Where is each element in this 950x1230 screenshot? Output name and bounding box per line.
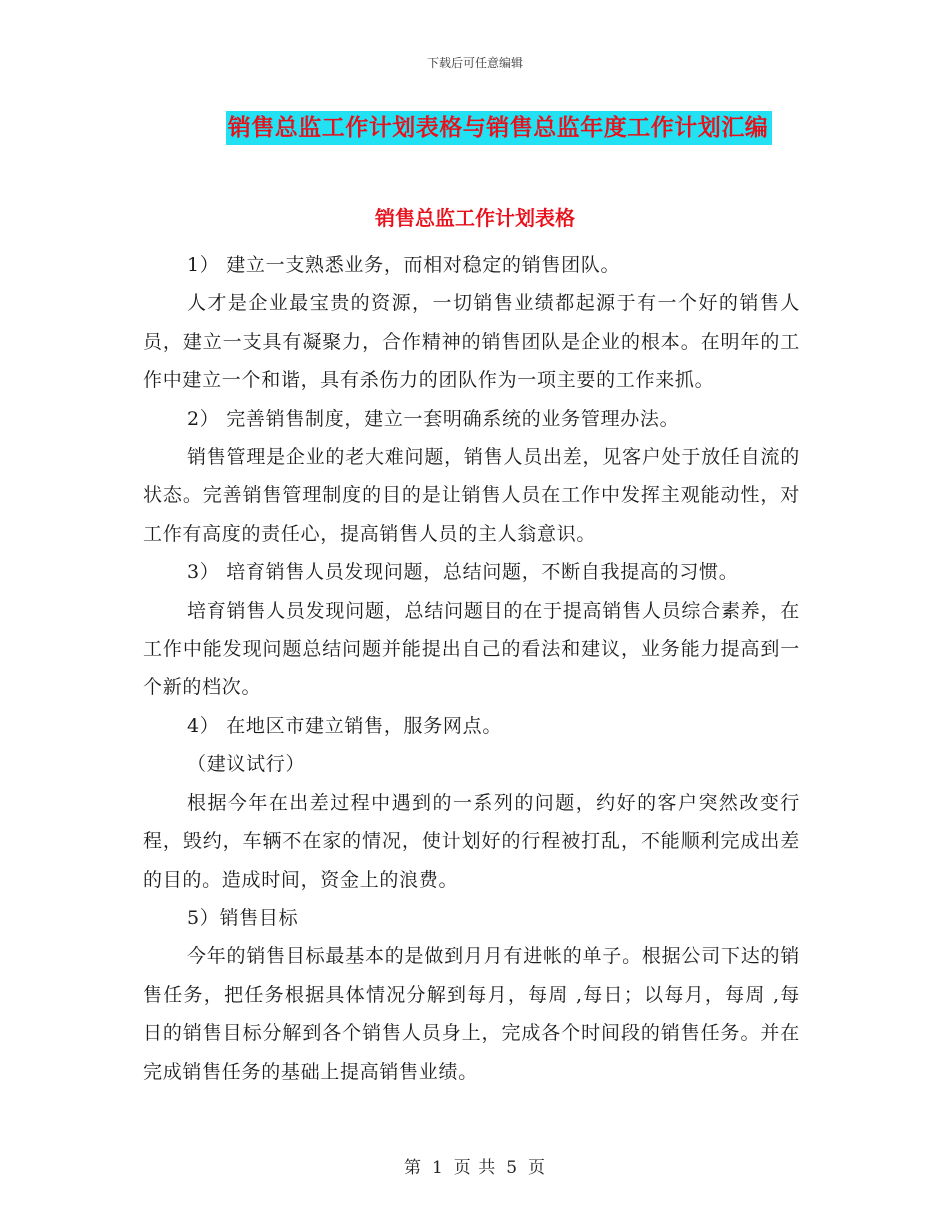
page-mid: 页 共 (453, 1158, 497, 1178)
paragraph-2: 人才是企业最宝贵的资源，一切销售业绩都起源于有一个好的销售人员，建立一支具有凝聚力，合作精神的销售团队是企业的根本。在明年的工作中建立一个和谐，具有杀伤力的团队作为一项主要的工作来抓。 (143, 292, 800, 392)
page-total: 5 (506, 1158, 519, 1178)
main-title: 销售总监工作计划表格与销售总监年度工作计划汇编 (226, 111, 773, 145)
paragraph-7: 4） 在地区市建立销售，服务网点。 (187, 714, 503, 737)
paragraph-1: 1） 建立一支熟悉业务，而相对稳定的销售团队。 (187, 254, 621, 276)
page-suffix: 页 (528, 1158, 547, 1178)
paragraph-3: 2） 完善销售制度，建立一套明确系统的业务管理办法。 (187, 407, 680, 430)
page-prefix: 第 (403, 1158, 422, 1178)
header-note: 下载后可任意编辑 (426, 56, 523, 70)
page-footer (0, 1153, 950, 1178)
paragraph-9: 根据今年在出差过程中遇到的一系列的问题，约好的客户突然改变行程，毁约，车辆不在家的情况，使计划好的行程被打乱，不能顺利完成出差的目的。造成时间，资金上的浪费。 (143, 791, 800, 891)
paragraph-4: 销售管理是企业的老大难问题，销售人员出差，见客户处于放任自流的状态。完善销售管理制度的目的是让销售人员在工作中发挥主观能动性，对工作有高度的责任心，提高销售人员的主人翁意识。 (143, 446, 800, 545)
document-body (143, 246, 800, 1091)
main-title-wrapper (0, 111, 950, 145)
paragraph-10: 5）销售目标 (187, 906, 299, 929)
paragraph-8: （建议试行） (187, 753, 306, 776)
paragraph-5: 3） 培育销售人员发现问题，总结问题，不断自我提高的习惯。 (187, 561, 739, 584)
section-title: 销售总监工作计划表格 (375, 206, 575, 230)
paragraph-6: 培育销售人员发现问题，总结问题目的在于提高销售人员综合素养，在工作中能发现问题总结问题并能提出自己的看法和建议，业务能力提高到一个新的档次。 (143, 599, 800, 699)
page-number: 1 (431, 1158, 444, 1178)
paragraph-11: 今年的销售目标最基本的是做到月月有进帐的单子。根据公司下达的销售任务，把任务根据具体情况分解到每月，每周 ,每日；以每月，每周 ,每日的销售目标分解到各个销售人员身上，完成各个时间段的销售任务。并在完成销售任务的基础上提高销售业绩。 (143, 945, 800, 1083)
